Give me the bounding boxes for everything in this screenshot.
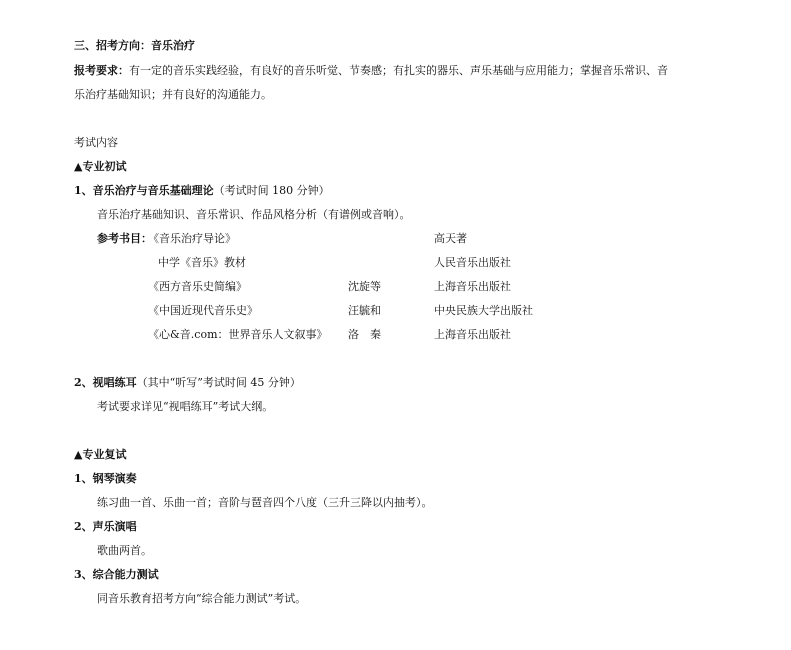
retest-item-3-desc: 同音乐教育招考方向“综合能力测试”考试。 [97,592,307,605]
preliminary-item-1 [74,183,330,199]
reference-publisher: 中央民族大学出版社 [434,304,533,317]
requirements-line-2: 乐治疗基础知识；并有良好的沟通能力。 [74,88,272,101]
section-heading: 三、招考方向：音乐治疗 [74,39,195,52]
requirements-line-1 [74,63,668,79]
retest-item-3-title: 3、综合能力测试 [74,568,159,581]
retest-item-1-title: 1、钢琴演奏 [74,472,137,485]
reference-label: 参考书目： [97,232,152,245]
requirements-label: 报考要求： [74,64,129,77]
preliminary-item-2 [74,375,301,391]
reference-publisher: 人民音乐出版社 [434,256,511,269]
reference-title: 《中国近现代音乐史》 [148,304,258,317]
retest-item-1-desc: 练习曲一首、乐曲一首；音阶与琶音四个八度（三升三降以内抽考）。 [97,496,433,509]
retest-item-2-desc: 歌曲两首。 [97,544,152,557]
reference-author: 沈旋等 [348,280,381,293]
exam-content-title: 考试内容 [74,136,118,149]
reference-title: 《心&音.com：世界音乐人文叙事》 [148,328,328,341]
preliminary-item-2-note: （其中“听写”考试时间 45 分钟） [136,376,301,389]
retest-item-2-title: 2、声乐演唱 [74,520,137,533]
preliminary-item-1-desc: 音乐治疗基础知识、音乐常识、作品风格分析（有谱例或音响）。 [97,208,411,221]
reference-author: 汪毓和 [348,304,381,317]
requirements-text-1: 有一定的音乐实践经验，有良好的音乐听觉、节奏感；有扎实的器乐、声乐基础与应用能力；掌握音乐常识、音 [129,64,668,77]
preliminary-item-2-desc: 考试要求详见“视唱练耳”考试大纲。 [97,400,274,413]
reference-title: 《音乐治疗导论》 [148,232,236,245]
reference-publisher: 上海音乐出版社 [434,328,511,341]
reference-publisher: 高天著 [434,232,467,245]
reference-title: 中学《音乐》教材 [158,256,246,269]
preliminary-item-1-note: （考试时间 180 分钟） [213,184,330,197]
reference-author: 洛 秦 [348,328,381,341]
reference-title: 《西方音乐史简编》 [148,280,247,293]
preliminary-item-1-title: 1、音乐治疗与音乐基础理论 [74,184,214,197]
preliminary-item-2-title: 2、视唱练耳 [74,376,137,389]
reference-publisher: 上海音乐出版社 [434,280,511,293]
retest-title: ▲专业复试 [74,448,127,461]
preliminary-title: ▲专业初试 [74,160,127,173]
